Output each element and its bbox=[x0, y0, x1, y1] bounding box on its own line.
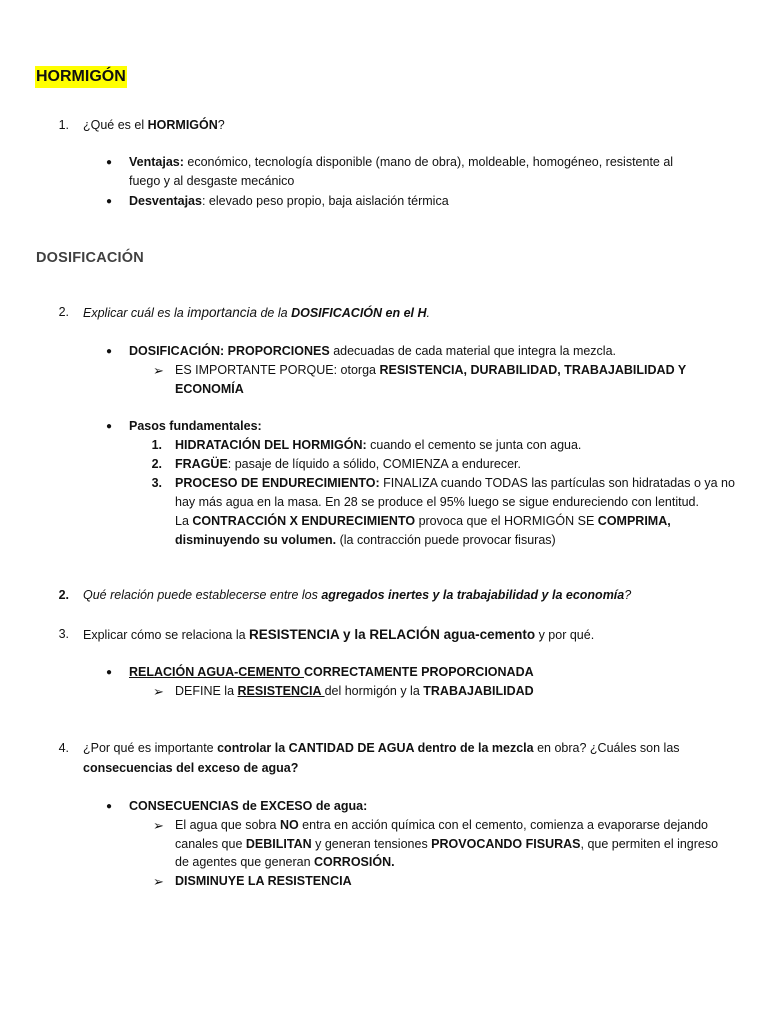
desventajas-line: Desventajas: elevado peso propio, baja aislación térmica bbox=[129, 194, 449, 208]
arrow-icon: ➢ bbox=[153, 684, 164, 699]
question-1: ¿Qué es el HORMIGÓN? bbox=[83, 118, 225, 132]
question-4-line2: consecuencias del exceso de agua? bbox=[83, 761, 299, 775]
list-number: 2. bbox=[58, 588, 69, 602]
section-heading: DOSIFICACIÓN bbox=[36, 250, 144, 266]
define-line: DEFINE la RESISTENCIA del hormigón y la TRABAJABILIDAD bbox=[175, 684, 534, 698]
consecuencia-line2: canales que DEBILITAN y generan tensiones PROVOCANDO FISURAS, que permiten el ingreso bbox=[175, 837, 719, 851]
step-number: 2. bbox=[151, 457, 162, 471]
question-3: Explicar cómo se relaciona la RESISTENCIA y la RELACIÓN agua-cemento y por qué. bbox=[83, 627, 595, 642]
arrow-icon: ➢ bbox=[153, 818, 164, 833]
question-2: Explicar cuál es la importancia de la DOSIFICACIÓN en el H. bbox=[83, 305, 430, 320]
step-2: FRAGÜE: pasaje de líquido a sólido, COMIENZA a endurecer. bbox=[175, 457, 522, 471]
list-number: 2. bbox=[58, 305, 69, 319]
consecuencia-line1: El agua que sobra NO entra en acción química con el cemento, comienza a evaporarse dejando bbox=[175, 818, 708, 832]
document-title: HORMIGÓN bbox=[35, 66, 127, 88]
importante-line2: ECONOMÍA bbox=[175, 382, 244, 396]
bullet-icon: ● bbox=[106, 667, 113, 678]
bullet-icon: ● bbox=[106, 801, 113, 812]
step-1: HIDRATACIÓN DEL HORMIGÓN: cuando el cemento se junta con agua. bbox=[175, 438, 582, 452]
question-2b: Qué relación puede establecerse entre los agregados inertes y la trabajabilidad y la economía? bbox=[83, 588, 632, 602]
step-3-line2: hay más agua en la masa. En 28 se produce el 95% luego se sigue endureciendo con lentitud. bbox=[175, 495, 699, 509]
step-3-line3: La CONTRACCIÓN X ENDURECIMIENTO provoca que el HORMIGÓN SE COMPRIMA, bbox=[175, 514, 671, 528]
bullet-icon: ● bbox=[106, 157, 113, 168]
step-number: 3. bbox=[151, 476, 162, 490]
consecuencias-label: CONSECUENCIAS de EXCESO de agua: bbox=[129, 799, 368, 813]
dosificacion-line: DOSIFICACIÓN: PROPORCIONES adecuadas de cada material que integra la mezcla. bbox=[129, 344, 617, 358]
consecuencia-line3: de agentes que generan CORROSIÓN. bbox=[175, 855, 395, 869]
question-4-line1: ¿Por qué es importante controlar la CANTIDAD DE AGUA dentro de la mezcla en obra? ¿Cuáles son las bbox=[83, 741, 680, 755]
relacion-line: RELACIÓN AGUA-CEMENTO CORRECTAMENTE PROPORCIONADA bbox=[129, 665, 534, 679]
pasos-label: Pasos fundamentales: bbox=[129, 419, 262, 433]
arrow-icon: ➢ bbox=[153, 874, 164, 889]
list-number: 4. bbox=[58, 741, 69, 755]
step-number: 1. bbox=[151, 438, 162, 452]
ventajas-line1: Ventajas: económico, tecnología disponible (mano de obra), moldeable, homogéneo, resistente al bbox=[129, 155, 674, 169]
bullet-icon: ● bbox=[106, 421, 113, 432]
bullet-icon: ● bbox=[106, 346, 113, 357]
arrow-icon: ➢ bbox=[153, 363, 164, 378]
list-number: 1. bbox=[58, 118, 69, 132]
step-3-line1: PROCESO DE ENDURECIMIENTO: FINALIZA cuando TODAS las partículas son hidratadas o ya no bbox=[175, 476, 735, 490]
importante-line1: ES IMPORTANTE PORQUE: otorga RESISTENCIA, DURABILIDAD, TRABAJABILIDAD Y bbox=[175, 363, 687, 377]
disminuye-line: DISMINUYE LA RESISTENCIA bbox=[175, 874, 352, 888]
list-number: 3. bbox=[58, 627, 69, 641]
bullet-icon: ● bbox=[106, 196, 113, 207]
step-3-line4: disminuyendo su volumen. (la contracción puede provocar fisuras) bbox=[175, 533, 556, 547]
ventajas-line2: fuego y al desgaste mecánico bbox=[129, 174, 295, 188]
